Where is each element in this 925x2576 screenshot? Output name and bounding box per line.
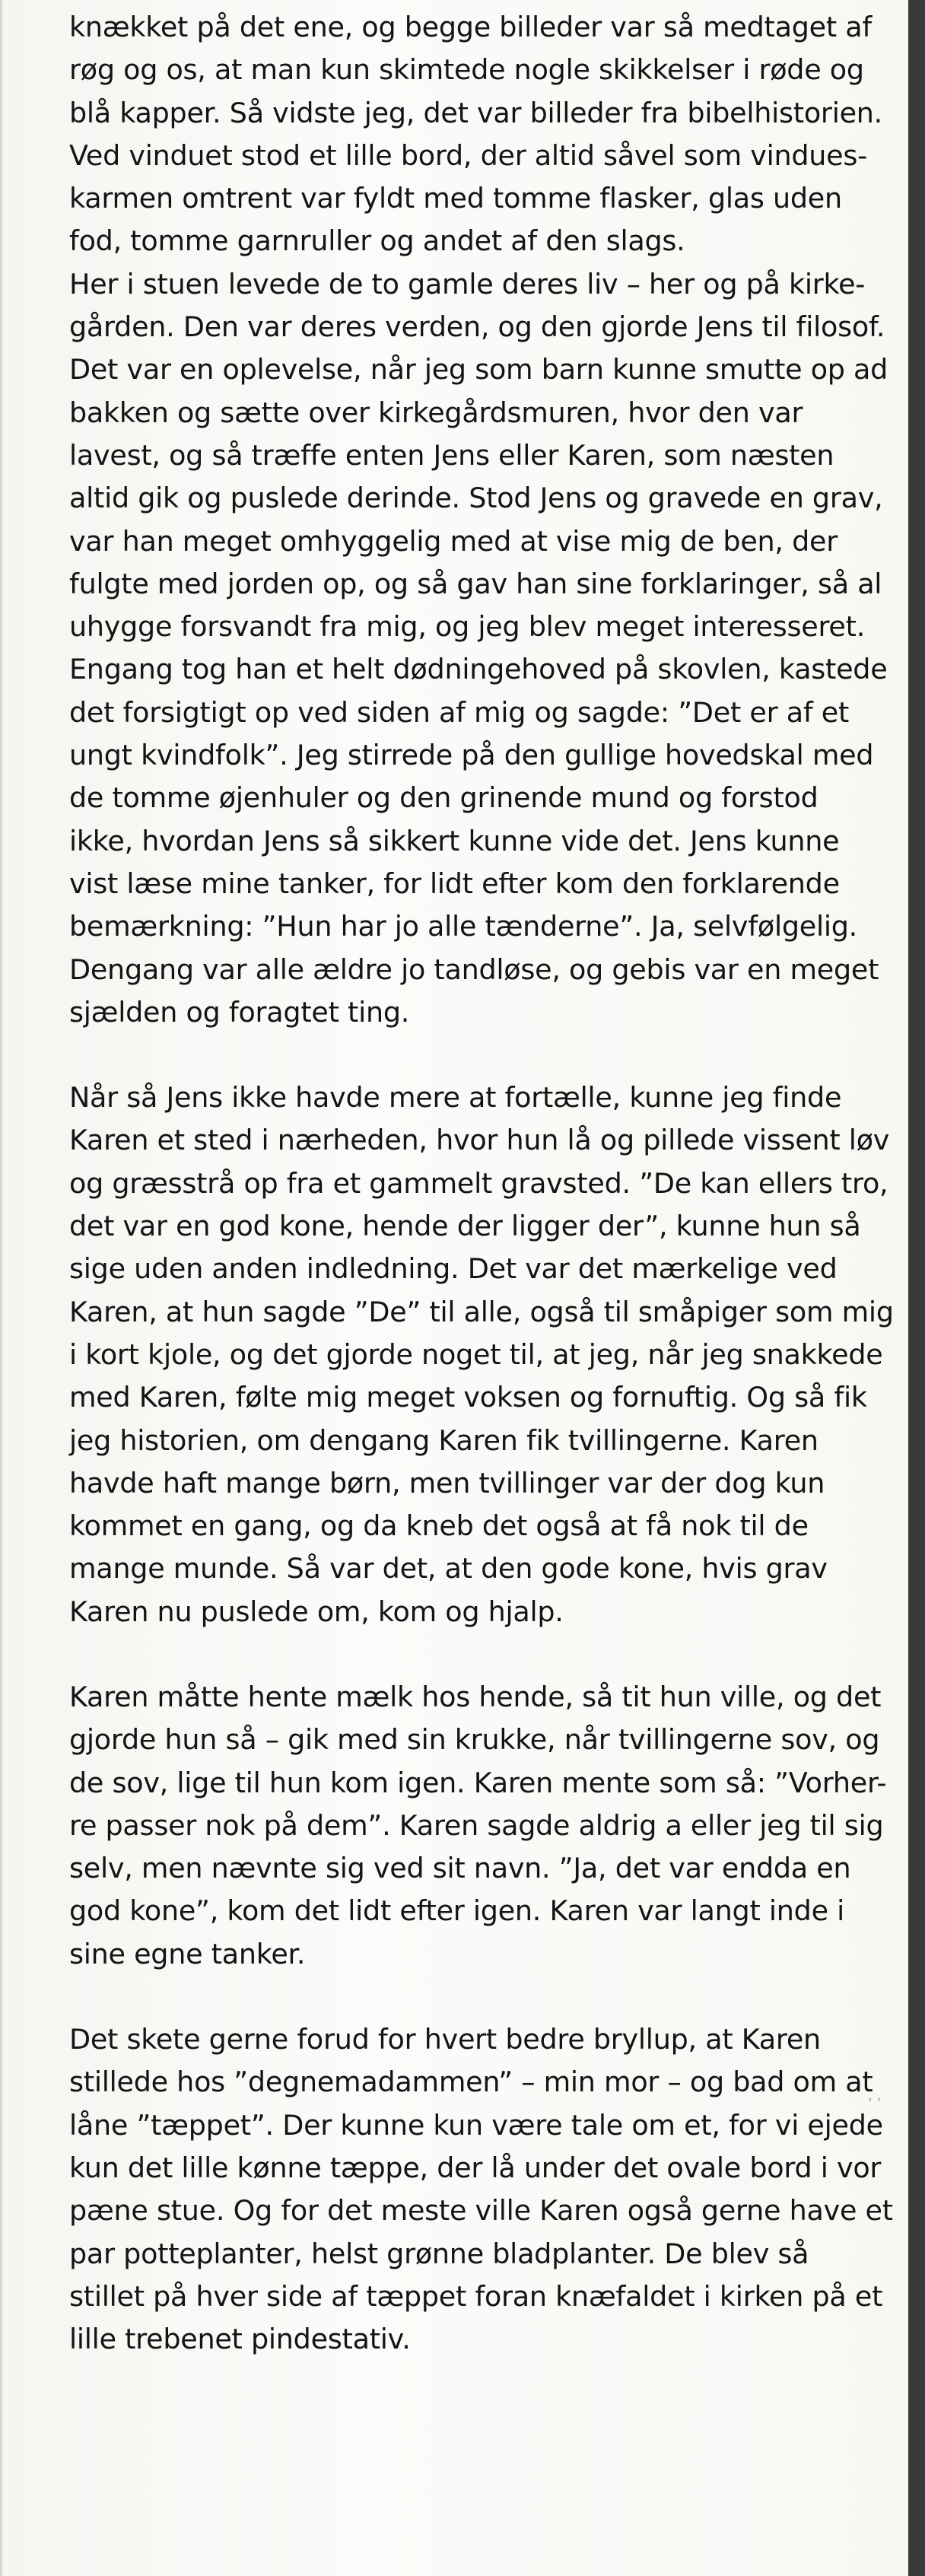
text-line: ungt kvindfolk”. Jeg stirrede på den gullige hovedskal med [69,739,874,772]
text-line: kommet en gang, og da kneb det også at få nok til de [69,1509,809,1543]
text-line: bemærkning: ”Hun har jo alle tænderne”. Ja, selvfølgelig. [69,910,858,943]
text-line: uhygge forsvandt fra mig, og jeg blev meget interesseret. [69,610,866,644]
text-line: låne ”tæppet”. Der kunne kun være tale om et, for vi ejede [69,2108,883,2142]
text-line: med Karen, følte mig meget voksen og fornuftig. Og så fik [69,1381,867,1414]
scan-speck-mark: ’ ’ [868,2096,882,2112]
paragraph-3 [69,1676,906,1976]
text-line: pæne stue. Og for det meste ville Karen også gerne have et [69,2194,893,2228]
text-column [69,6,906,2361]
text-line: jeg historien, om dengang Karen fik tvillingerne. Karen [69,1423,819,1457]
text-line: Karen, at hun sagde ”De” til alle, også til småpiger som mig [69,1295,894,1328]
paragraph-2 [69,1077,906,1633]
text-line: det var en god kone, hende der ligger der”, kunne hun så [69,1210,861,1243]
text-line: lavest, og så træffe enten Jens eller Karen, som næsten [69,438,834,472]
text-line: fulgte med jorden op, og så gav han sine forklaringer, så al [69,567,882,600]
text-line: og græsstrå op fra et gammelt gravsted. ”De kan ellers tro, [69,1166,888,1200]
text-line: sjælden og foragtet ting. [69,995,410,1029]
text-line: stillet på hver side af tæppet foran knæfaldet i kirken på et [69,2279,883,2313]
text-line: Dengang var alle ældre jo tandløse, og gebis var en meget [69,952,879,986]
text-line: re passer nok på dem”. Karen sagde aldrig a eller jeg til sig [69,1808,884,1842]
text-line: stillede hos ”degnemadammen” – min mor – og bad om at [69,2066,873,2099]
text-line: Engang tog han et helt dødningehoved på skovlen, kastede [69,653,888,686]
text-line: i kort kjole, og det gjorde noget til, at jeg, når jeg snakkede [69,1337,883,1371]
text-line: blå kapper. Så vidste jeg, det var billeder fra bibelhistorien. [69,96,883,129]
text-line: Ved vinduet stod et lille bord, der altid såvel som vindues- [69,138,868,172]
text-line: Karen nu puslede om, kom og hjalp. [69,1595,564,1628]
text-line: par potteplanter, helst grønne bladplanter. De blev så [69,2237,809,2270]
text-line: var han meget omhyggelig med at vise mig de ben, der [69,524,838,558]
text-line: knækket på det ene, og begge billeder var så medtaget af [69,11,872,43]
paragraph-4 [69,2018,906,2361]
text-line: kun det lille kønne tæppe, der lå under det ovale bord i vor [69,2151,882,2184]
text-line: havde haft mange børn, men tvillinger var der dog kun [69,1466,825,1499]
text-line: sige uden anden indledning. Det var det mærkelige ved [69,1252,838,1286]
text-line: vist læse mine tanker, for lidt efter kom den forklarende [69,867,840,900]
text-line: mange munde. Så var det, at den gode kone, hvis grav [69,1552,828,1585]
text-line: gjorde hun så – gik med sin krukke, når tvillingerne sov, og [69,1723,880,1757]
text-line: Karen et sted i nærheden, hvor hun lå og pillede vissent løv [69,1124,890,1157]
text-line: Karen måtte hente mælk hos hende, så tit hun ville, og det [69,1680,882,1713]
text-line: ikke, hvordan Jens så sikkert kunne vide det. Jens kunne [69,824,840,857]
text-line: de sov, lige til hun kom igen. Karen mente som så: ”Vorher- [69,1766,887,1799]
text-line: Når så Jens ikke havde mere at fortælle, kunne jeg finde [69,1081,842,1115]
text-line: selv, men nævnte sig ved sit navn. ”Ja, det var endda en [69,1852,851,1885]
text-line: de tomme øjenhuler og den grinende mund og forstod [69,781,819,815]
text-line: gården. Den var deres verden, og den gjorde Jens til filosof. [69,310,885,344]
text-line: det forsigtigt op ved siden af mig og sagde: ”Det er af et [69,695,850,729]
text-line: røg og os, at man kun skimtede nogle skikkelser i røde og [69,53,864,87]
text-line: god kone”, kom det lidt efter igen. Karen var langt inde i [69,1894,845,1928]
text-line: Her i stuen levede de to gamle deres liv – her og på kirke- [69,267,866,301]
paragraph-1 [69,6,906,1034]
text-line: lille trebenet pindestativ. [69,2323,411,2356]
text-line: bakken og sætte over kirkegårdsmuren, hvor den var [69,396,803,429]
text-line: karmen omtrent var fyldt med tomme flasker, glas uden [69,182,842,215]
text-line: altid gik og puslede derinde. Stod Jens og gravede en grav, [69,482,883,515]
text-line: fod, tomme garnruller og andet af den slags. [69,224,685,258]
text-line: Det skete gerne forud for hvert bedre bryllup, at Karen [69,2023,821,2056]
text-line: Det var en oplevelse, når jeg som barn kunne smutte op ad [69,353,888,386]
text-line: sine egne tanker. [69,1937,306,1970]
